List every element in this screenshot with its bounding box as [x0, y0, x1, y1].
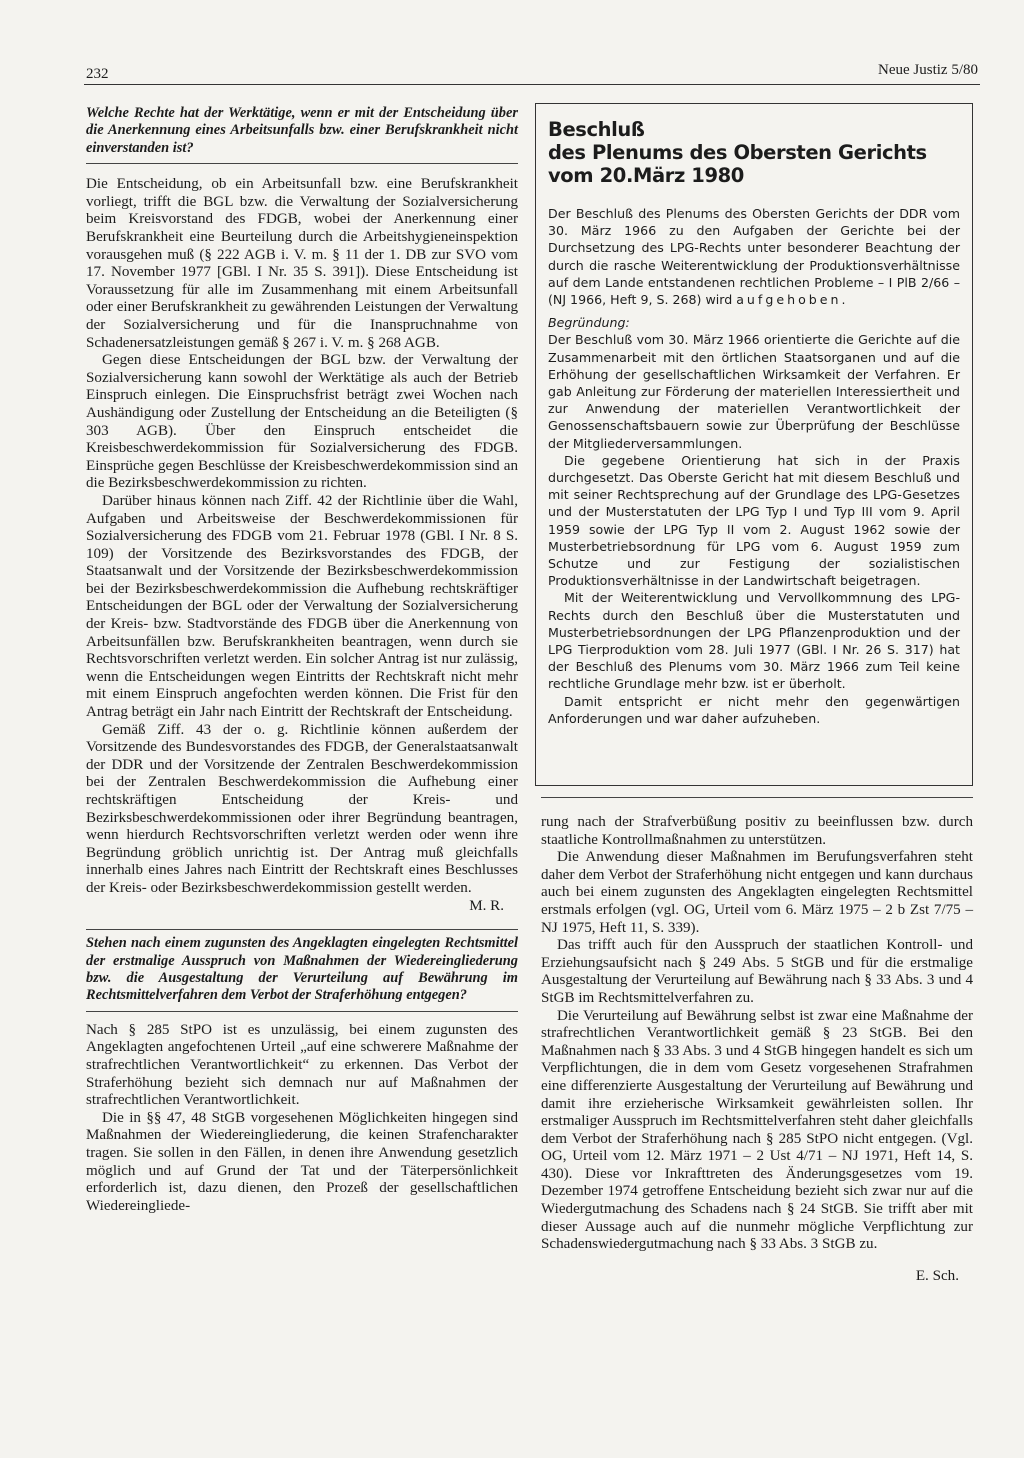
decision-body — [548, 205, 960, 727]
page-number: 232 — [86, 66, 109, 82]
answer-2-continuation: rung nach der Strafverbüßung positiv zu beeinflussen bzw. durch staatliche Kontrollmaßnahmen zu unterstützen. — [541, 814, 973, 848]
question-2: Stehen nach einem zugunsten des Angeklagten eingelegten Rechtsmittel der erstmalige Ausspruch von Maßnahmen der Wiedereingliederung bzw. die Ausgestaltung der Verurteilung auf Bewährung im Rechtsmittelverfahren dem Verbot der Straferhöhung entgegen? — [86, 935, 518, 1004]
answer-1-paragraph: Darüber hinaus können nach Ziff. 42 der Richtlinie über die Wahl, Aufgaben und Arbeitsweise der Beschwerdekommissionen für Sozialversicherung des FDGB vom 21. Februar 1978 (GBl. I Nr. 8 S. 109) der Vorsitzende des Bezirksvorstandes des FDGB, der Staatsanwalt und der Vorsitzende der Bezirksbeschwerdekommission bei der Bezirksbeschwerdekommission die Aufhebung rechtskräftiger Entscheidungen der BGL oder der Verwaltung der Sozialversicherung der Kreis- bzw. Stadtvorstände des FDGB über die Anerkennung von Arbeitsunfällen bzw. Berufskrankheiten beantragen, wenn durch sie Rechtsvorschriften verletzt werden. Ein solcher Antrag ist nur zulässig, wenn die Entscheidungen wegen Eintritts der Rechtskraft nicht mehr mit einem Einspruch angefochten werden können. Die Frist für den Antrag beträgt ein Jahr nach Eintritt der Rechtskraft der Entscheidung. — [86, 492, 518, 721]
decision-lead-text: Der Beschluß des Plenums des Obersten Gerichts der DDR vom 30. März 1966 zu den Aufgaben der Gerichte bei der Durchsetzung des LPG-Rechts unter besonderer Beachtung der durch die rasche Weiterentwicklung der Produktionsverhältnisse auf dem Lande entstandenen rechtlichen Probleme – I PlB 2/66 – (NJ 1966, Heft 9, S. 268) wird — [548, 206, 960, 308]
decision-lead — [548, 205, 960, 308]
decision-title — [548, 118, 960, 187]
left-column — [86, 100, 518, 1215]
answer-2-continuation: Die Anwendung dieser Maßnahmen im Berufungsverfahren steht daher dem Verbot der Straferhöhung nicht entgegen und kann durchaus auch bei einem zugunsten des Angeklagten eingelegten Rechtsmittel erstmals erfolgen (vgl. OG, Urteil vom 6. März 1975 – 2 b Zst 7/75 – NJ 1975, Heft 11, S. 339). — [541, 849, 973, 936]
decision-box — [535, 103, 973, 786]
answer-2-signature: E. Sch. — [915, 1267, 959, 1284]
header-rule — [84, 84, 980, 85]
answer-1-paragraph: Gegen diese Entscheidungen der BGL bzw. der Verwaltung der Sozialversicherung kann sowohl der Werktätige als auch der Betrieb Einspruch einlegen. Die Einspruchsfrist beträgt zwei Wochen nach Aushändigung oder Zustellung der Entscheidung an die Beteiligten (§ 303 AGB). Über den Einspruch entscheidet die Kreisbeschwerdekommission für Sozialversicherung des FDGB. Einsprüche gegen Beschlüsse der Kreisbeschwerdekommission sind an die Bezirksbeschwerdekommission zu richten. — [86, 352, 518, 492]
decision-title-line: des Plenums des Obersten Gerichts — [548, 141, 927, 164]
answer-1-paragraph: Die Entscheidung, ob ein Arbeitsunfall bzw. eine Berufskrankheit vorliegt, trifft die BGL bzw. die Verwaltung der Sozialversicherung beim Kreisvorstand des FDGB, wobei der Anerkennung einer Berufskrankheit eine Beurteilung durch die Arbeitshygieneinspektion vorausgehen muß (§ 222 AGB i. V. m. § 11 der 1. DB zur SVO vom 17. November 1977 [GBl. I Nr. 35 S. 391]). Diese Entscheidung ist Voraussetzung für alle im Zusammenhang mit einem Arbeitsunfall oder einer Berufskrankheit zu gewährenden Leistungen der Verwaltung der Sozialversicherung und für die Inanspruchnahme von Schadenersatzleistungen gemäß § 267 i. V. m. § 268 AGB. — [86, 176, 518, 351]
answer-1-paragraph: Gemäß Ziff. 43 der o. g. Richtlinie können außerdem der Vorsitzende des Bundesvorstandes des FDGB, der Generalstaatsanwalt der DDR und der Vorsitzende der Zentralen Beschwerdekommission bei der Zentralen Beschwerdekommission die Aufhebung einer rechtskräftigen Entscheidung der Kreis- und Bezirksbeschwerdekommissionen oder ihrer Begründung beantragen, wenn hierdurch Rechtsvorschriften verletzt werden oder wenn ihre Begründung gröblich unrichtig ist. Der Antrag muß gleichfalls innerhalb eines Jahres nach Eintritt der Rechtskraft eines Beschlusses der Kreis- oder Bezirksbeschwerdekommission gestellt werden. — [86, 721, 518, 896]
question-1: Welche Rechte hat der Werktätige, wenn er mit der Entscheidung über die Anerkennung eines Arbeitsunfalls bzw. einer Berufskrankheit nicht einverstanden ist? — [86, 105, 518, 156]
decision-paragraph: Der Beschluß vom 30. März 1966 orientierte die Gerichte auf die Zusammenarbeit mit den örtlichen Staatsorganen und auf die Erhöhung der gesellschaftlichen Wirksamkeit der Verfahren. Er gab Anleitung zur Förderung der materiellen Interessiertheit und zur Anwendung der materiellen Verantwortlichkeit der Genossenschaftsbauern sowie zur Überprüfung der Beschlüsse der Mitgliederversammlungen. — [548, 332, 960, 451]
decision-paragraph: Damit entspricht er nicht mehr den gegenwärtigen Anforderungen und war daher aufzuheben. — [548, 693, 960, 726]
answer-2-paragraph: Die in §§ 47, 48 StGB vorgesehenen Möglichkeiten hingegen sind Maßnahmen der Wiedereingliederung, die keinen Strafencharakter tragen. Sie sollen in den Fällen, in denen ihre Anwendung gesetzlich möglich und auf Grund der Tat und der Täterpersönlichkeit erforderlich ist, dazu dienen, den Prozeß der gesellschaftlichen Wiedereingliede- — [86, 1109, 518, 1214]
journal-issue: Neue Justiz 5/80 — [878, 62, 978, 78]
right-column-rule — [541, 797, 973, 798]
begruendung-heading: Begründung: — [548, 315, 630, 331]
answer-2-continuation: Das trifft auch für den Ausspruch der staatlichen Kontroll- und Erziehungsaufsicht nach § 249 Abs. 5 StGB und für die erstmalige Ausgestaltung der Verurteilung auf Bewährung nach § 33 Abs. 3 und 4 StGB im Rechtsmittelverfahren zu. — [541, 937, 973, 1006]
answer-1-signature: M. R. — [469, 897, 504, 914]
decision-lead-emphasis: aufgehoben. — [736, 292, 849, 308]
answer-2-continuation: Die Verurteilung auf Bewährung selbst ist zwar eine Maßnahme der strafrechtlichen Verantwortlichkeit gemäß § 23 StGB. Bei den Maßnahmen nach § 33 Abs. 3 und 4 StGB hingegen handelt es sich um Verpflichtungen, die in dem vom Gesetz vorgesehenen Strafrahmen eine differenzierte Ausgestaltung der Verurteilung auf Bewährung und damit ihre erzieherische Wirksamkeit gewährleisten sollen. Ihr erstmaliger Ausspruch im Rechtsmittelverfahren steht daher gleichfalls dem Verbot der Straferhöhung nach § 285 StPO nicht entgegen. (Vgl. OG, Urteil vom 12. März 1971 – 2 Ust 4/71 – NJ 1971, Heft 14, S. 430). Diese vor Inkrafttreten des Änderungsgesetzes vom 19. Dezember 1974 getroffene Entscheidung bezieht sich zwar nur auf die Wiedergutmachung des Schadens nach § 24 StGB. Sie trifft aber mit dieser Aussage auch auf die nunmehr mögliche Verpflichtung zur Schadenswiedergutmachung nach § 33 Abs. 3 StGB zu. — [541, 1007, 973, 1253]
decision-paragraph: Die gegebene Orientierung hat sich in der Praxis durchgesetzt. Das Oberste Gericht hat mit diesem Beschluß und mit seiner Rechtsprechung auf der Grundlage des LPG-Gesetzes und der Musterstatuten der LPG Typ I und Typ III vom 9. April 1959 sowie der LPG Typ II vom 2. August 1962 sowie der Musterbetriebsordnung für LPG vom 6. August 1959 zum Schutze und zur Festigung der sozialistischen Produktionsverhältnisse in der Landwirtschaft beigetragen. — [548, 452, 960, 589]
answer-2-paragraph: Nach § 285 StPO ist es unzulässig, bei einem zugunsten des Angeklagten angefochtenen Urteil „auf eine schwerere Maßnahme der strafrechtlichen Verantwortlichkeit“ zu erkennen. Das Verbot der Straferhöhung bezieht sich demnach nur auf Maßnahmen der strafrechtlichen Verantwortlichkeit. — [86, 1021, 518, 1109]
right-column — [541, 814, 973, 1285]
decision-paragraph: Mit der Weiterentwicklung und Vervollkommnung des LPG-Rechts durch den Beschluß über die Musterstatuten und Musterbetriebsordnungen der LPG Pflanzenproduktion und der LPG Tierproduktion vom 28. Juli 1977 (GBl. I Nr. 26 S. 317) hat der Beschluß des Plenums vom 30. März 1966 zum Teil keine rechtliche Grundlage mehr bzw. ist er überholt. — [548, 590, 960, 692]
decision-title-line: Beschluß — [548, 118, 645, 141]
decision-title-line: vom 20.März 1980 — [548, 164, 744, 187]
